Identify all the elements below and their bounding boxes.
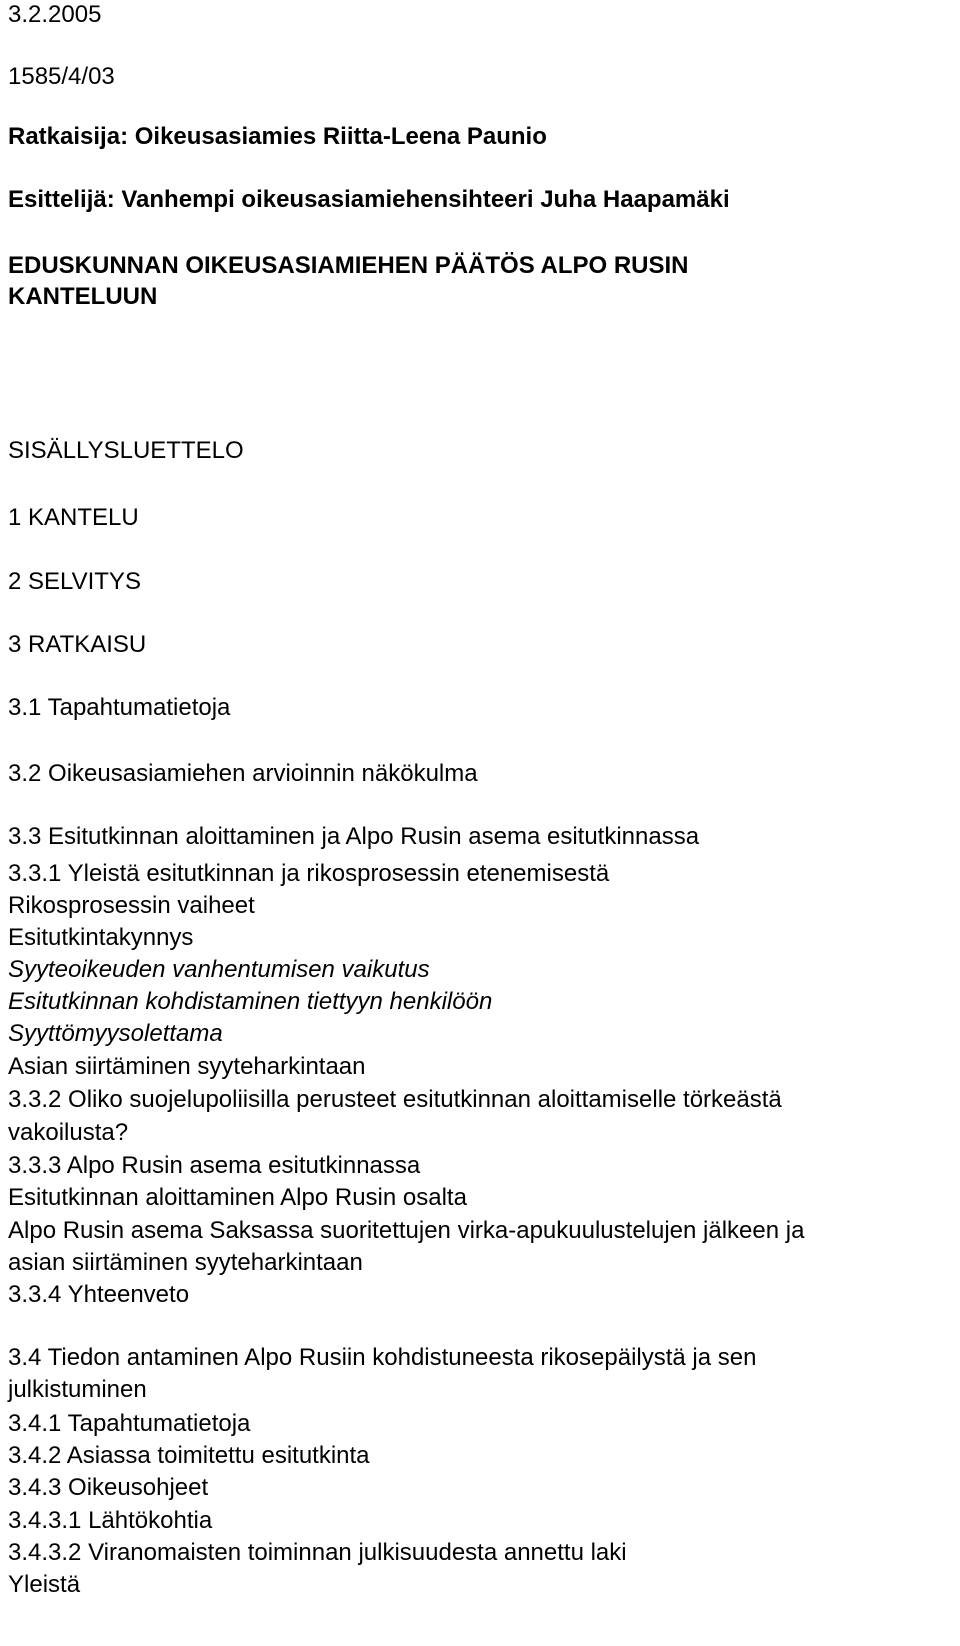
toc-item: 3.3 Esitutkinnan aloittaminen ja Alpo Rusin asema esitutkinnassa — [8, 823, 700, 850]
toc-item: 3.3.1 Yleistä esitutkinnan ja rikosprosessin etenemisestä — [8, 860, 610, 887]
toc-item: 3 RATKAISU — [8, 631, 147, 658]
case-number: 1585/4/03 — [8, 63, 115, 90]
toc-item: 1 KANTELU — [8, 504, 139, 531]
document-title-line-1: EDUSKUNNAN OIKEUSASIAMIEHEN PÄÄTÖS ALPO RUSIN — [8, 252, 689, 279]
toc-item: 3.1 Tapahtumatietoja — [8, 694, 231, 721]
toc-item: 3.4.2 Asiassa toimitettu esitutkinta — [8, 1442, 370, 1469]
toc-item: 2 SELVITYS — [8, 568, 141, 595]
toc-item: Esitutkinnan kohdistaminen tiettyyn henkilöön — [8, 988, 493, 1015]
presenter-line: Esittelijä: Vanhempi oikeusasiamiehensihteeri Juha Haapamäki — [8, 186, 730, 213]
toc-item: Rikosprosessin vaiheet — [8, 892, 255, 919]
toc-item: 3.3.3 Alpo Rusin asema esitutkinnassa — [8, 1152, 421, 1179]
decision-date: 3.2.2005 — [8, 1, 102, 28]
toc-item: 3.2 Oikeusasiamiehen arvioinnin näkökulma — [8, 760, 478, 787]
toc-item: 3.4.3 Oikeusohjeet — [8, 1474, 209, 1501]
toc-item: Alpo Rusin asema Saksassa suoritettujen virka-apukuulustelujen jälkeen ja — [8, 1217, 805, 1244]
decider-line: Ratkaisija: Oikeusasiamies Riitta-Leena Paunio — [8, 123, 547, 150]
toc-item: Syyttömyysolettama — [8, 1020, 223, 1047]
toc-item: julkistuminen — [8, 1376, 147, 1403]
toc-item: Asian siirtäminen syyteharkintaan — [8, 1053, 366, 1080]
toc-item: 3.4 Tiedon antaminen Alpo Rusiin kohdistuneesta rikosepäilystä ja sen — [8, 1344, 757, 1371]
toc-item: 3.4.3.1 Lähtökohtia — [8, 1507, 213, 1534]
toc-item: Yleistä — [8, 1571, 81, 1598]
toc-item: asian siirtäminen syyteharkintaan — [8, 1249, 363, 1276]
toc-item: vakoilusta? — [8, 1119, 129, 1146]
toc-item: 3.4.3.2 Viranomaisten toiminnan julkisuudesta annettu laki — [8, 1539, 627, 1566]
toc-item: Syyteoikeuden vanhentumisen vaikutus — [8, 956, 430, 983]
document-title-line-2: KANTELUUN — [8, 283, 158, 310]
toc-item: Esitutkintakynnys — [8, 924, 194, 951]
toc-item: Esitutkinnan aloittaminen Alpo Rusin osalta — [8, 1184, 467, 1211]
toc-item: 3.4.1 Tapahtumatietoja — [8, 1410, 251, 1437]
toc-item: 3.3.4 Yhteenveto — [8, 1281, 190, 1308]
toc-heading: SISÄLLYSLUETTELO — [8, 437, 244, 464]
toc-item: 3.3.2 Oliko suojelupoliisilla perusteet esitutkinnan aloittamiselle törkeästä — [8, 1086, 782, 1113]
